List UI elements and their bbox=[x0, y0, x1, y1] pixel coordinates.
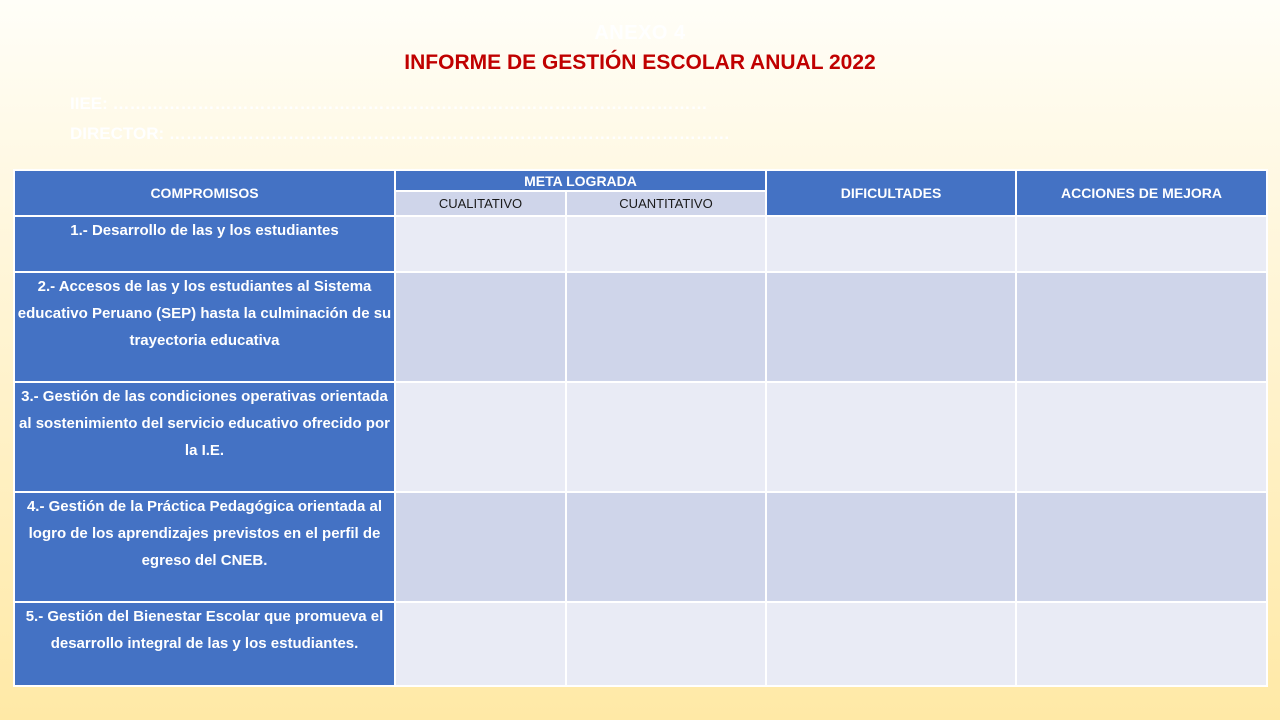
acciones-cell[interactable] bbox=[1016, 382, 1267, 492]
table-row bbox=[14, 492, 1267, 602]
cualitativo-cell[interactable] bbox=[395, 602, 566, 686]
annex-label: ANEXO 4 bbox=[594, 22, 686, 44]
document-title: INFORME DE GESTIÓN ESCOLAR ANUAL 2022 bbox=[404, 51, 876, 74]
acciones-cell[interactable] bbox=[1016, 602, 1267, 686]
compromiso-cell: 5.- Gestión del Bienestar Escolar que promueva el desarrollo integral de las y los estudiantes. bbox=[14, 602, 395, 686]
dificultades-cell[interactable] bbox=[766, 216, 1016, 272]
cuantitativo-cell[interactable] bbox=[566, 492, 766, 602]
table-row bbox=[14, 602, 1267, 686]
acciones-cell[interactable] bbox=[1016, 492, 1267, 602]
cuantitativo-cell[interactable] bbox=[566, 216, 766, 272]
table-row bbox=[14, 216, 1267, 272]
dificultades-cell[interactable] bbox=[766, 492, 1016, 602]
header-dificultades: DIFICULTADES bbox=[766, 170, 1016, 216]
director-field-label: DIRECTOR: ……………………………………………………………………………………… bbox=[70, 124, 730, 143]
iiee-field-label: IIEE: …………………………………………………………………………………………… bbox=[70, 94, 708, 113]
table-row bbox=[14, 272, 1267, 382]
cualitativo-cell[interactable] bbox=[395, 382, 566, 492]
dificultades-cell[interactable] bbox=[766, 272, 1016, 382]
cualitativo-cell[interactable] bbox=[395, 272, 566, 382]
report-table-body bbox=[14, 216, 1267, 686]
table-row bbox=[14, 382, 1267, 492]
report-table bbox=[13, 169, 1268, 687]
compromiso-cell: 3.- Gestión de las condiciones operativas orientada al sostenimiento del servicio educativo ofrecido por la I.E. bbox=[14, 382, 395, 492]
cuantitativo-cell[interactable] bbox=[566, 602, 766, 686]
cuantitativo-cell[interactable] bbox=[566, 272, 766, 382]
cuantitativo-cell[interactable] bbox=[566, 382, 766, 492]
cualitativo-cell[interactable] bbox=[395, 216, 566, 272]
report-table-header bbox=[14, 170, 1267, 216]
header-acciones-de-mejora: ACCIONES DE MEJORA bbox=[1016, 170, 1267, 216]
acciones-cell[interactable] bbox=[1016, 216, 1267, 272]
header-compromisos: COMPROMISOS bbox=[14, 170, 395, 216]
header-meta-lograda: META LOGRADA bbox=[395, 170, 766, 191]
compromiso-cell: 4.- Gestión de la Práctica Pedagógica orientada al logro de los aprendizajes previstos en el perfil de egreso del CNEB. bbox=[14, 492, 395, 602]
dificultades-cell[interactable] bbox=[766, 602, 1016, 686]
subheader-cualitativo: CUALITATIVO bbox=[395, 191, 566, 216]
dificultades-cell[interactable] bbox=[766, 382, 1016, 492]
subheader-cuantitativo: CUANTITATIVO bbox=[566, 191, 766, 216]
cualitativo-cell[interactable] bbox=[395, 492, 566, 602]
compromiso-cell: 2.- Accesos de las y los estudiantes al Sistema educativo Peruano (SEP) hasta la culminación de su trayectoria educativa bbox=[14, 272, 395, 382]
compromiso-cell: 1.- Desarrollo de las y los estudiantes bbox=[14, 216, 395, 272]
acciones-cell[interactable] bbox=[1016, 272, 1267, 382]
